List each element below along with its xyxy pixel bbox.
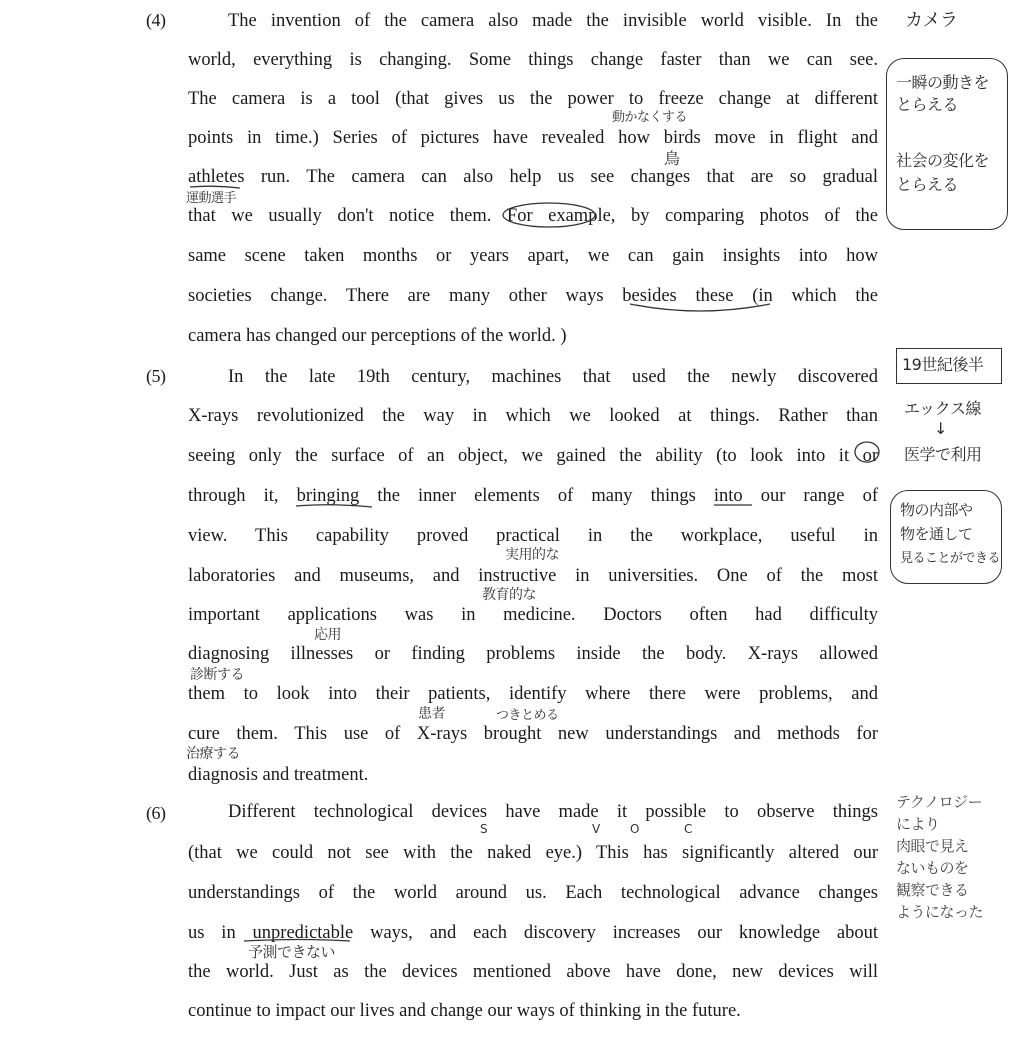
margin-note-tech: ようになった (896, 903, 984, 921)
text-line: that we usually don't notice them. For example, by comparing photos of the (188, 206, 878, 226)
margin-box-line: 物の内部や (900, 501, 973, 519)
text-line: continue to impact our lives and change our ways of thinking in the future. (188, 1001, 741, 1021)
text-line: points in time.) Series of pictures have revealed how birds move in flight and (188, 128, 878, 148)
text-line: diagnosing illnesses or finding problems inside the body. X-rays allowed (188, 644, 878, 664)
gloss-freeze: 動かなくする (612, 110, 688, 125)
margin-note-tech: ないものを (896, 859, 969, 877)
arc-besides-these (630, 304, 770, 311)
gloss-birds: 鳥 (664, 149, 680, 168)
margin-note-tech: 肉眼で見え (896, 837, 969, 855)
text-line: The invention of the camera also made the invisible world visible. In the (228, 11, 878, 31)
margin-note-late19: 19世紀後半 (902, 355, 984, 374)
margin-note-tech: テクノロジー (896, 793, 983, 811)
gloss-o: O (630, 822, 639, 836)
circle-for-example (503, 203, 595, 227)
underline-unpredictable (244, 940, 350, 942)
gloss-athletes: 運動選手 (186, 191, 237, 206)
text-line: diagnosis and treatment. (188, 765, 369, 785)
margin-note-tech: により (896, 815, 940, 833)
margin-box-line: 一瞬の動きを (896, 73, 990, 92)
gloss-instructive: 教育的な (482, 587, 536, 603)
text-line: them to look into their patients, identify where there were problems, and (188, 684, 878, 704)
margin-box-line: とらえる (896, 95, 959, 114)
text-line: (that we could not see with the naked eye.) This has significantly altered our (188, 843, 878, 863)
text-line: camera has changed our perceptions of the world. ) (188, 326, 567, 346)
gloss-v: V (592, 822, 600, 836)
text-line: us in unpredictable ways, and each discovery increases our knowledge about (188, 923, 878, 943)
text-line: The camera is a tool (that gives us the power to freeze change at different (188, 89, 878, 109)
text-line: Different technological devices have made it possible to observe things (228, 802, 878, 822)
text-line: important applications was in medicine. Doctors often had difficulty (188, 605, 878, 625)
circle-or (855, 442, 879, 462)
text-line: athletes run. The camera can also help us see changes that are so gradual (188, 167, 878, 187)
underline-athletes (190, 186, 240, 188)
gloss-identify: つきとめる (496, 708, 559, 723)
text-line: In the late 19th century, machines that used the newly discovered (228, 367, 878, 387)
gloss-unpredictable: 予測できない (248, 943, 336, 961)
gloss-practical: 実用的な (505, 547, 559, 563)
text-line: laboratories and museums, and instructive in universities. One of the most (188, 566, 878, 586)
margin-note-medical: 医学で利用 (904, 445, 982, 464)
paragraph-number: (6) (146, 803, 166, 823)
gloss-c: C (684, 822, 692, 836)
gloss-applications: 応用 (314, 627, 341, 643)
text-line: seeing only the surface of an object, we gained the ability (to look into it or (188, 446, 878, 466)
margin-box-line: とらえる (896, 175, 959, 194)
text-line: through it, bringing the inner elements of many things into our range of (188, 486, 878, 506)
text-line: view. This capability proved practical in the workplace, useful in (188, 526, 878, 546)
paragraph-number: (4) (146, 10, 166, 30)
text-line: cure them. This use of X-rays brought new understandings and methods for (188, 724, 878, 744)
margin-note-camera: カメラ (905, 10, 958, 31)
gloss-cure: 治療する (186, 746, 240, 762)
margin-note-tech: 観察できる (896, 881, 969, 899)
underline-bringing (296, 505, 372, 507)
margin-note-xray: エックス線 (904, 399, 982, 418)
paragraph-number: (5) (146, 366, 166, 386)
margin-box-line: 社会の変化を (896, 151, 990, 170)
arrow-down-icon: ↓ (934, 419, 947, 438)
margin-box-line: 見ることができる (900, 551, 1001, 566)
text-line: world, everything is changing. Some things change faster than we can see. (188, 50, 878, 70)
gloss-patients: 患者 (418, 706, 445, 722)
gloss-diagnosing: 診断する (190, 667, 244, 683)
text-line: understandings of the world around us. Each technological advance changes (188, 883, 878, 903)
text-line: societies change. There are many other ways besides these (in which the (188, 286, 878, 306)
text-line: the world. Just as the devices mentioned above have done, new devices will (188, 962, 878, 982)
margin-box-line: 物を通して (900, 525, 973, 543)
text-line: X-rays revolutionized the way in which we looked at things. Rather than (188, 406, 878, 426)
text-line: same scene taken months or years apart, we can gain insights into how (188, 246, 878, 266)
gloss-s: S (480, 822, 488, 836)
